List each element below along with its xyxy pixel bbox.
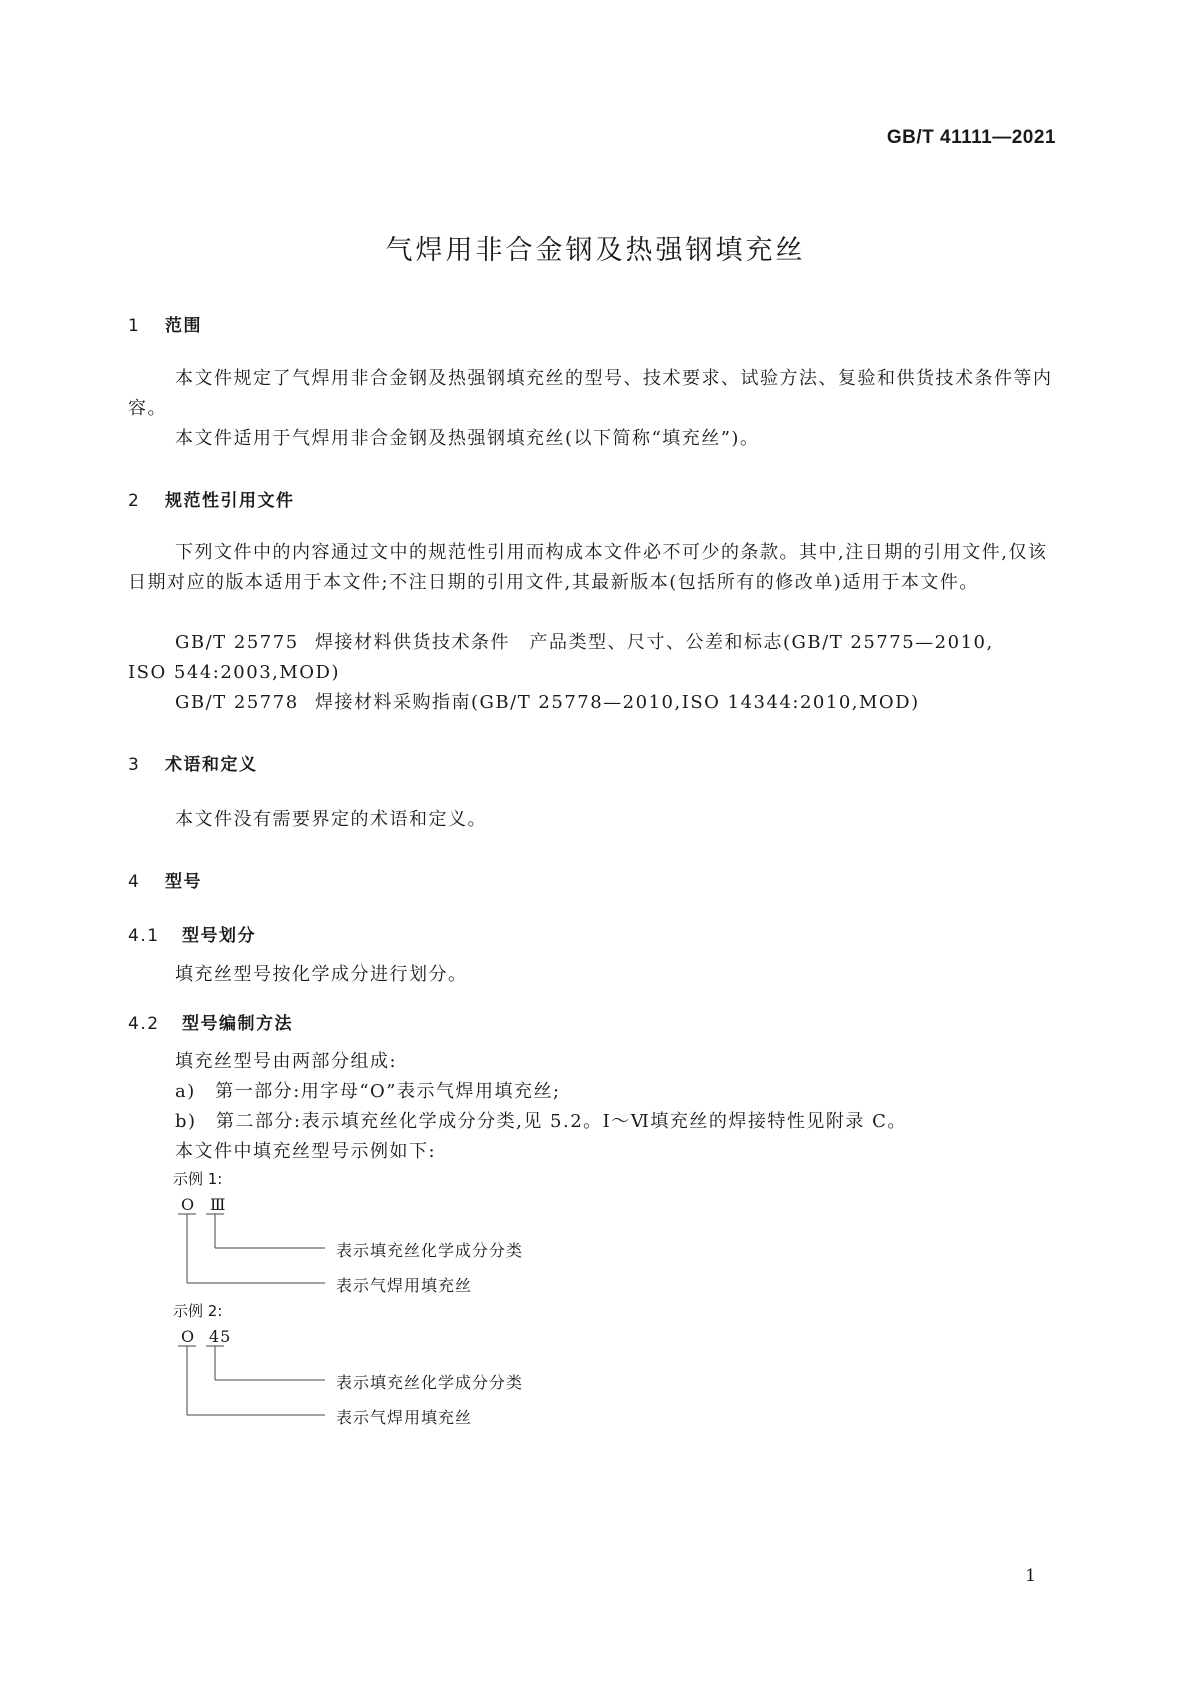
section-title: 型号 xyxy=(165,872,202,892)
section-4-1-paragraph-1: 填充丝型号按化学成分进行划分。 xyxy=(175,964,468,985)
standard-number: GB/T 41111—2021 xyxy=(886,127,1056,148)
reference-continuation: ISO 544:2003,MOD) xyxy=(128,662,341,683)
example-1-code-part2: Ⅲ xyxy=(210,1195,227,1214)
section-1-paragraph-1: 本文件规定了气焊用非合金钢及热强钢填充丝的型号、技术要求、试验方法、复验和供货技术条件等内容。 xyxy=(128,368,1053,419)
section-title: 规范性引用文件 xyxy=(165,491,295,511)
example-2-desc-classification: 表示填充丝化学成分分类 xyxy=(336,1373,524,1392)
example-2-code-part1: O xyxy=(181,1327,196,1346)
section-4-1-heading xyxy=(128,921,256,946)
section-number: 4 xyxy=(128,872,141,892)
section-4-heading xyxy=(128,867,202,892)
section-number: 3 xyxy=(128,755,141,775)
section-number: 1 xyxy=(128,316,141,336)
example-1-code-part1: O xyxy=(181,1195,196,1214)
reference-code: GB/T 25778 xyxy=(175,692,299,713)
document-title: 气焊用非合金钢及热强钢填充丝 xyxy=(385,235,806,266)
list-item-a: a) 第一部分:用字母“O”表示气焊用填充丝; xyxy=(175,1081,561,1102)
reference-item xyxy=(175,628,994,658)
reference-title: 焊接材料采购指南(GB/T 25778—2010,ISO 14344:2010,MOD) xyxy=(315,692,920,713)
page-number: 1 xyxy=(1025,1566,1036,1586)
section-4-2-heading xyxy=(128,1009,293,1034)
section-2-paragraph-1: 下列文件中的内容通过文中的规范性引用而构成本文件必不可少的条款。其中,注日期的引用文件,仅该日期对应的版本适用于本文件;不注日期的引用文件,其最新版本(包括所有的修改单)适用于本文件。 xyxy=(128,542,1048,593)
section-3-paragraph-1: 本文件没有需要界定的术语和定义。 xyxy=(175,809,487,830)
list-item-b: b) 第二部分:表示填充丝化学成分分类,见 5.2。Ⅰ～Ⅵ填充丝的焊接特性见附录 C。 xyxy=(175,1111,907,1132)
reference-item xyxy=(175,688,920,718)
example-2-bracket-lines xyxy=(170,1342,330,1432)
section-title: 型号编制方法 xyxy=(182,1014,293,1034)
example-1-desc-classification: 表示填充丝化学成分分类 xyxy=(336,1241,524,1260)
section-number: 4.2 xyxy=(128,1014,160,1034)
section-number: 4.1 xyxy=(128,926,160,946)
section-title: 术语和定义 xyxy=(165,755,258,775)
section-3-heading xyxy=(128,750,258,775)
section-title: 型号划分 xyxy=(182,926,256,946)
example-2-desc-gas-welding: 表示气焊用填充丝 xyxy=(336,1408,473,1427)
reference-code: GB/T 25775 xyxy=(175,632,299,653)
reference-title: 焊接材料供货技术条件 产品类型、尺寸、公差和标志(GB/T 25775—2010, xyxy=(315,632,994,653)
example-2-code-part2: 45 xyxy=(209,1327,232,1346)
section-2-heading xyxy=(128,486,295,511)
section-1-paragraph-2: 本文件适用于气焊用非合金钢及热强钢填充丝(以下简称“填充丝”)。 xyxy=(175,428,760,449)
example-2-label: 示例 2: xyxy=(173,1302,223,1320)
section-4-2-intro: 填充丝型号由两部分组成: xyxy=(175,1051,398,1072)
section-1-heading xyxy=(128,311,202,336)
section-title: 范围 xyxy=(165,316,202,336)
examples-intro: 本文件中填充丝型号示例如下: xyxy=(175,1141,437,1162)
example-1-label: 示例 1: xyxy=(173,1170,223,1188)
example-1-bracket-lines xyxy=(170,1210,330,1300)
example-1-desc-gas-welding: 表示气焊用填充丝 xyxy=(336,1276,473,1295)
section-number: 2 xyxy=(128,491,141,511)
